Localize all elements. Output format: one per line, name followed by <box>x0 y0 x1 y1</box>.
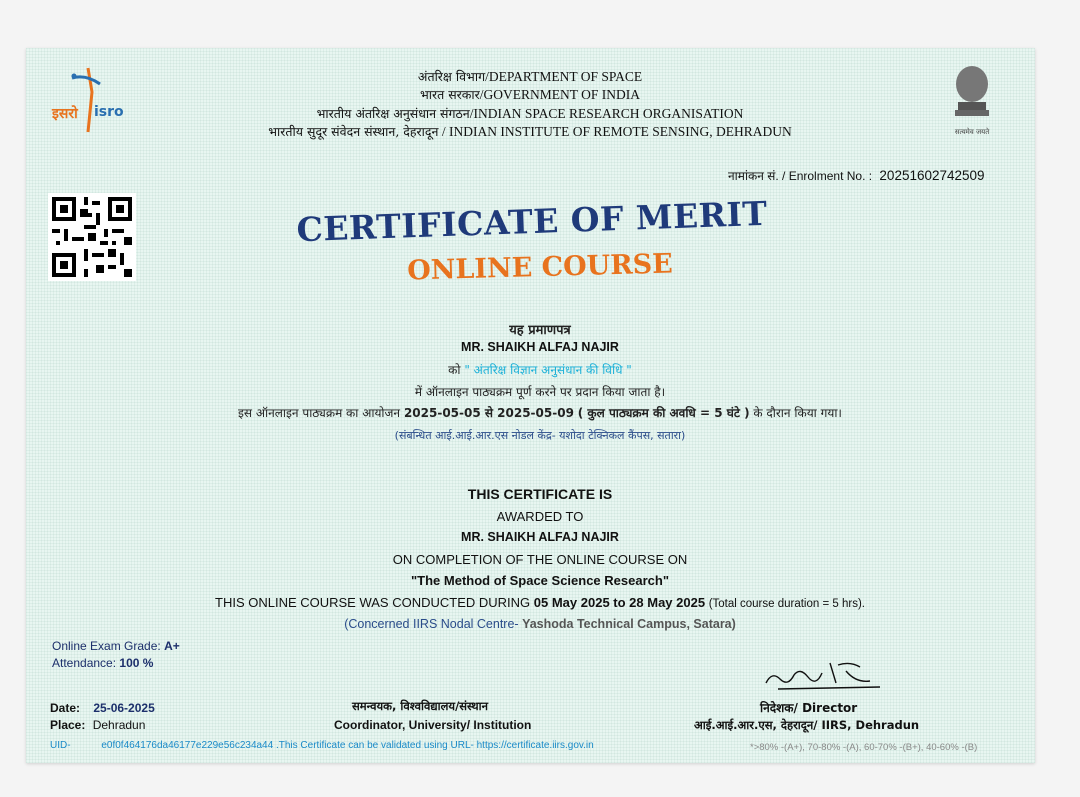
english-line-2: AWARDED TO <box>496 509 584 524</box>
date-value: 25-06-2025 <box>93 701 155 715</box>
validate-text[interactable]: .This Certificate can be validated using URL- https://certificate.iirs.gov.in <box>275 740 594 751</box>
coordinator-en: Coordinator, University/ Institution <box>334 718 532 732</box>
emblem-caption: सत्यमेव जयते <box>954 128 990 136</box>
hindi-course-name: " अंतरिक्ष विज्ञान अनुसंधान की विधि " <box>464 363 632 377</box>
hindi-line-5-duration: ( कुल पाठ्यक्रम की अवधि = 5 घंटे ) <box>577 406 750 420</box>
place-label: Place: <box>50 718 86 732</box>
national-emblem <box>946 62 998 142</box>
header-line-3-hi: भारतीय अंतरिक्ष अनुसंधान संगठन <box>316 106 470 121</box>
date-field <box>50 701 155 715</box>
hindi-line-1: यह प्रमाणपत्र <box>509 323 571 338</box>
isro-logo-text-en: isro <box>94 104 124 120</box>
enrolment-label: नामांकन सं. / Enrolment No. : <box>728 169 873 183</box>
header-line-4 <box>0 123 1060 140</box>
exam-grade <box>52 639 180 653</box>
english-line-6-pre: THIS ONLINE COURSE WAS CONDUCTED DURING <box>215 595 531 610</box>
english-line-7-centre: Yashoda Technical Campus, Satara) <box>522 617 736 631</box>
director-signature <box>760 653 890 697</box>
english-line-7-pre: (Concerned IIRS Nodal Centre- <box>344 617 519 631</box>
english-line-7 <box>0 617 1080 631</box>
isro-logo-text-hi: इसरो <box>52 106 78 122</box>
coordinator-hi: समन्वयक, विश्वविद्यालय/संस्थान <box>352 699 489 713</box>
hindi-line-5-pre: इस ऑनलाइन पाठ्यक्रम का आयोजन <box>238 406 401 420</box>
attendance-label: Attendance: <box>52 656 117 670</box>
uid-line <box>50 740 594 751</box>
enrolment-number <box>728 167 985 184</box>
hindi-line-5 <box>0 404 1080 421</box>
header-line-4-hi: भारतीय सुदूर संवेदन संस्थान, देहरादून <box>268 124 439 139</box>
hindi-line-6: (संबन्धित आई.आई.आर.एस नोडल केंद्र- यशोदा टेक्निकल कैंपस, सतारा) <box>394 429 686 442</box>
header-line-3-en: /INDIAN SPACE RESEARCH ORGANISATION <box>469 106 744 121</box>
english-line-6 <box>0 595 1080 610</box>
uid-label: UID- <box>50 740 71 751</box>
hindi-line-3 <box>0 361 1080 378</box>
enrolment-value: 20251602742509 <box>879 168 985 183</box>
hindi-line-4: में ऑनलाइन पाठ्यक्रम पूर्ण करने पर प्रदान किया जाता है। <box>414 385 666 399</box>
place-value: Dehradun <box>92 718 146 732</box>
header-line-2 <box>0 86 1060 103</box>
director-title-hi: निदेशक/ Director <box>760 701 858 715</box>
grade-scale: *>80% -(A+), 70-80% -(A), 60-70% -(B+), 40-60% -(B) <box>750 742 978 753</box>
signature-text <box>760 653 765 654</box>
hindi-line-3-pre: को <box>448 363 461 377</box>
place-field <box>50 718 145 732</box>
uid-value: e0f0f464176da46177e229e56c234a44 <box>101 740 274 751</box>
header-line-1-en: /DEPARTMENT OF SPACE <box>485 69 643 84</box>
header-line-2-hi: भारत सरकार <box>420 87 480 102</box>
hindi-recipient-name: MR. SHAIKH ALFAJ NAJIR <box>461 340 619 354</box>
english-course-name: "The Method of Space Science Research" <box>411 573 669 588</box>
exam-grade-label: Online Exam Grade: <box>52 639 161 653</box>
english-recipient-name: MR. SHAIKH ALFAJ NAJIR <box>461 530 619 544</box>
certificate-subtitle: ONLINE COURSE <box>406 248 674 287</box>
signature-icon <box>760 653 890 697</box>
certificate-title-wrap <box>0 193 1072 250</box>
header-line-4-en: / INDIAN INSTITUTE OF REMOTE SENSING, DEHRADUN <box>438 124 792 139</box>
header-line-1-hi: अंतरिक्ष विभाग <box>417 69 486 84</box>
attendance-value: 100 % <box>119 656 154 670</box>
header-line-1 <box>0 68 1060 85</box>
date-label: Date: <box>50 701 81 715</box>
header-line-3 <box>0 105 1060 122</box>
english-line-6-dates: 05 May 2025 to 28 May 2025 <box>533 595 706 610</box>
hindi-line-5-dates: 2025-05-05 से 2025-05-09 <box>403 406 574 420</box>
english-line-1: THIS CERTIFICATE IS <box>467 486 613 502</box>
hindi-line-5-post: के दौरान किया गया। <box>753 406 842 420</box>
lion-capital-icon <box>949 62 995 124</box>
attendance <box>52 656 153 670</box>
certificate-title: CERTIFICATE OF MERIT <box>295 193 769 250</box>
director-title-en: आई.आई.आर.एस, देहरादून/ IIRS, Dehradun <box>694 718 920 732</box>
english-line-6-duration: (Total course duration = 5 hrs). <box>708 598 865 610</box>
certificate-subtitle-wrap <box>0 248 1080 287</box>
header-line-2-en: /GOVERNMENT OF INDIA <box>479 87 640 102</box>
exam-grade-value: A+ <box>164 639 180 653</box>
english-line-4: ON COMPLETION OF THE ONLINE COURSE ON <box>392 552 688 567</box>
